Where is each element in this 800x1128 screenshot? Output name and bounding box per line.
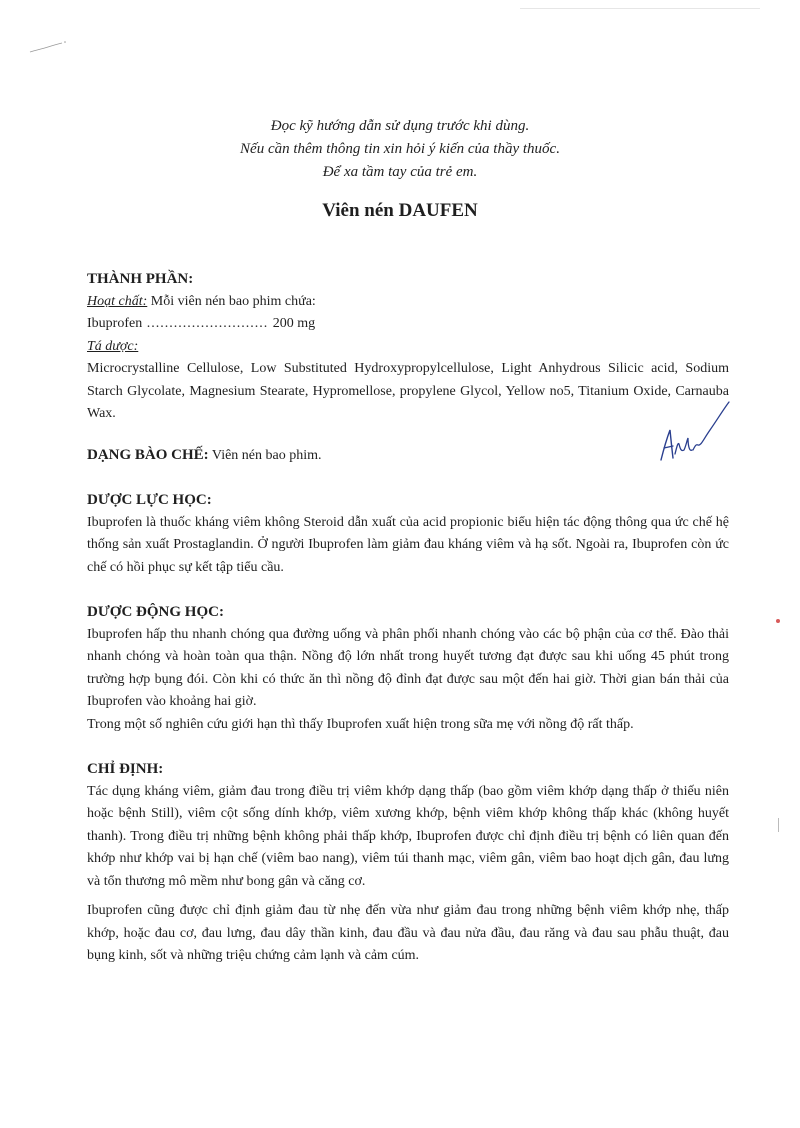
product-title: Viên nén DAUFEN	[322, 200, 478, 221]
handwritten-signature	[655, 400, 735, 470]
ingredient-dots: ...........................	[142, 316, 273, 331]
ingredient-line	[87, 313, 729, 336]
scan-artifact-line	[520, 8, 760, 9]
indications-text: Tác dụng kháng viêm, giảm đau trong điều trị viêm khớp dạng thấp (bao gồm viêm khớp dạng thấp ở thiếu niên hoặc bệnh Still), viêm cột sống dính khớp, viêm xương khớp, bệnh viêm khớp không thấp khác (không huyết thanh). Trong điều trị những bệnh không phải thấp khớp, Ibuprofen được chỉ định điều trị bệnh có liên quan đến khớp như khớp vai bị hạn chế (viêm bao nang), viêm túi thanh mạc, viêm gân, viêm bao hoạt dịch gân, đau lưng và tổn thương mô mềm như bong gân và căng cơ.	[87, 783, 729, 889]
scan-artifact-dot	[776, 619, 780, 623]
indications-heading: CHỈ ĐỊNH:	[87, 761, 164, 777]
section-pharmacodynamics	[87, 489, 729, 579]
document-body	[87, 268, 729, 968]
section-indications	[87, 758, 729, 968]
usage-warnings	[0, 115, 800, 184]
warning-line: Nếu cần thêm thông tin xin hỏi ý kiến của thầy thuốc.	[240, 141, 560, 157]
pharmacokinetics-text: Ibuprofen hấp thu nhanh chóng qua đường uống và phân phối nhanh chóng vào các bộ phận của cơ thể. Đào thải nhanh chóng và hoàn toàn qua thận. Nồng độ lớn nhất trong huyết tương đạt được sau khi uống 45 phút trong trường hợp bụng đói. Còn khi có thức ăn thì nồng độ đỉnh đạt được sau một đến hai giờ. Thời gian bán thải của Ibuprofen vào khoảng hai giờ.	[87, 626, 729, 709]
indications-text-2: Ibuprofen cũng được chỉ định giảm đau từ nhẹ đến vừa như giảm đau trong những bệnh viêm khớp nhẹ, thấp khớp, hoặc đau cơ, đau lưng, đau dây thần kinh, đau đầu và đau nửa đầu, đau răng và đau sau phẫu thuật, đau bụng kinh, sốt và những triệu chứng cảm lạnh và cảm cúm.	[87, 903, 729, 963]
active-text: Mỗi viên nén bao phim chứa:	[147, 293, 316, 309]
warning-line: Để xa tầm tay của trẻ em.	[322, 164, 478, 180]
excipient-list: Microcrystalline Cellulose, Low Substituted Hydroxypropylcellulose, Light Anhydrous Silicic acid, Sodium Starch Glycolate, Magnesium Stearate, Hypromellose, propylene Glycol, Yellow no5, Titanium Oxide, Carnauba Wax.	[87, 361, 729, 421]
active-label: Hoạt chất:	[87, 293, 148, 309]
dosage-form-text: Viên nén bao phim.	[208, 447, 322, 463]
section-composition	[87, 268, 729, 426]
composition-heading: THÀNH PHẦN:	[87, 271, 194, 287]
active-ingredient-line	[87, 291, 729, 314]
section-pharmacokinetics	[87, 601, 729, 736]
pharmacokinetics-text-2: Trong một số nghiên cứu giới hạn thì thấy Ibuprofen xuất hiện trong sữa mẹ với nồng độ rất thấp.	[87, 716, 634, 732]
pharmacodynamics-text: Ibuprofen là thuốc kháng viêm không Steroid dẫn xuất của acid propionic biểu hiện tác động thông qua ức chế hệ thống sản xuất Prostaglandin. Ở người Ibuprofen làm giảm đau kháng viêm và hạ sốt. Ngoài ra, Ibuprofen còn ức chế có hồi phục sự kết tập tiểu cầu.	[87, 514, 729, 575]
excipient-label-line	[87, 336, 729, 359]
dosage-form-line	[87, 448, 322, 463]
warning-line: Đọc kỹ hướng dẫn sử dụng trước khi dùng.	[270, 118, 530, 134]
ingredient-name: Ibuprofen	[87, 316, 143, 331]
dosage-form-heading: DẠNG BÀO CHẾ:	[87, 446, 209, 463]
pharmacokinetics-heading: DƯỢC ĐỘNG HỌC:	[87, 604, 224, 620]
scan-artifact-tick	[778, 818, 779, 832]
section-dosage-form	[87, 444, 729, 468]
pharmacodynamics-heading: DƯỢC LỰC HỌC:	[87, 492, 212, 508]
corner-scribble-mark	[28, 38, 68, 56]
excipient-label: Tá dược:	[87, 338, 139, 354]
ingredient-amount: 200 mg	[272, 316, 316, 331]
